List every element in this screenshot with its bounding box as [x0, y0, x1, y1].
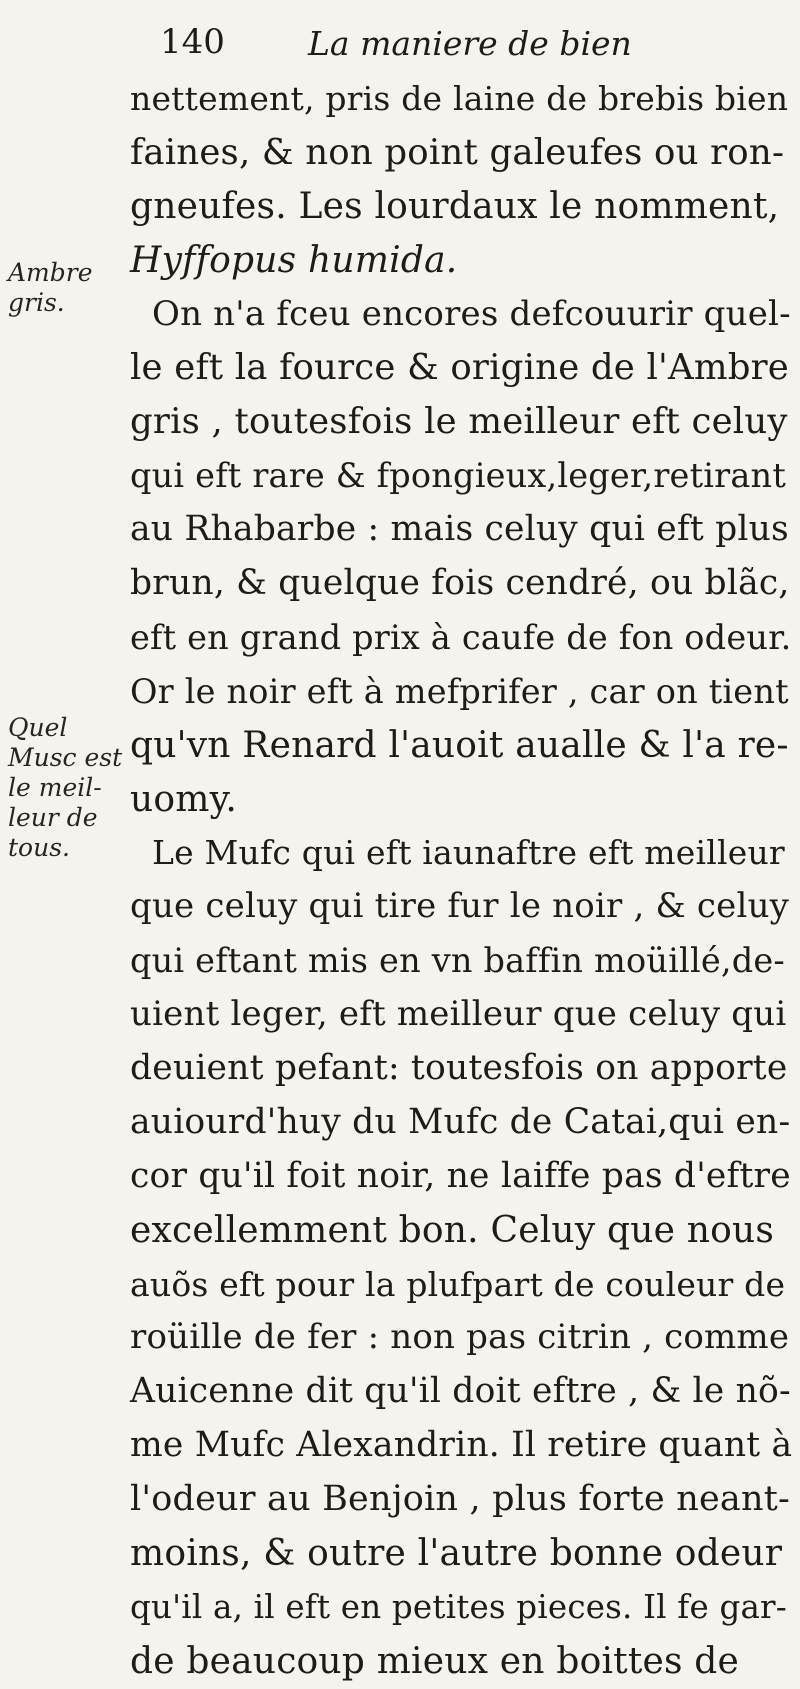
text-line: uient leger, eft meilleur que celuy qui — [130, 994, 787, 1035]
text-line: au Rhabarbe : mais celuy qui eft plus — [130, 509, 789, 550]
text-line: l'odeur au Benjoin , plus forte neant- — [130, 1479, 790, 1520]
text-line: qui eft rare & fpongieux,leger,retirant — [130, 456, 786, 496]
margin-note-line: tous. — [8, 833, 70, 862]
text-line: gris , toutesfois le meilleur eft celuy — [130, 401, 788, 443]
text-line: auiourd'huy du Mufc de Catai,qui en- — [130, 1101, 791, 1142]
text-line: uomy. — [130, 778, 237, 820]
text-line: auõs eft pour la plufpart de couleur de — [130, 1264, 786, 1304]
margin-note-quel-musc — [8, 713, 122, 863]
text-line-italic: Hyffopus humida. — [130, 239, 458, 281]
text-line: qu'il a, il eft en petites pieces. Il fe gar- — [130, 1587, 787, 1626]
text-line: de beaucoup mieux en boittes de — [130, 1640, 740, 1682]
margin-note-line: Ambre — [8, 258, 93, 287]
running-head — [160, 22, 720, 72]
text-line: moins, & outre l'autre bonne odeur — [130, 1533, 783, 1575]
text-line: Or le noir eft à mefprifer , car on tient — [130, 671, 789, 711]
text-line: me Mufc Alexandrin. Il retire quant à — [130, 1425, 793, 1466]
text-line: roüille de fer : non pas citrin , comme — [130, 1317, 790, 1358]
margin-note-line: gris. — [8, 288, 65, 317]
text-line: eft en grand prix à caufe de fon odeur. — [130, 617, 792, 657]
body-text — [130, 72, 792, 1689]
text-line: excellemment bon. Celuy que nous — [130, 1209, 775, 1251]
text-line: nettement, pris de laine de brebis bien — [130, 79, 789, 118]
text-line: faines, & non point galeufes ou ron- — [130, 131, 785, 173]
margin-note-line: Quel — [8, 713, 68, 742]
text-line: Le Mufc qui eft iaunaftre eft meilleur — [152, 833, 785, 873]
text-line: le eft la fource & origine de l'Ambre — [130, 347, 790, 389]
running-title: La maniere de bien — [308, 24, 632, 63]
text-line: deuient pefant: toutesfois on apporte — [130, 1048, 788, 1089]
margin-note-line: le meil- — [8, 773, 102, 802]
margin-note-line: Musc est — [8, 743, 123, 772]
text-line: que celuy qui tire fur le noir , & celuy — [130, 886, 790, 927]
margin-note-ambre-gris — [8, 258, 93, 318]
page-number: 140 — [160, 22, 225, 62]
text-line: qu'vn Renard l'auoit aualle & l'a re- — [130, 724, 789, 766]
text-line: Auicenne dit qu'il doit eftre , & le nõ- — [130, 1371, 791, 1412]
text-line: cor qu'il foit noir, ne laiffe pas d'eftre — [130, 1155, 791, 1196]
text-line: gneufes. Les lourdaux le nomment, — [130, 185, 780, 227]
margin-note-line: leur de — [8, 803, 98, 832]
text-line: brun, & quelque fois cendré, ou blãc, — [130, 563, 790, 604]
text-line: qui eftant mis en vn baffin moüillé,de- — [130, 941, 785, 981]
text-line: On n'a fceu encores defcouurir quel- — [152, 293, 791, 334]
